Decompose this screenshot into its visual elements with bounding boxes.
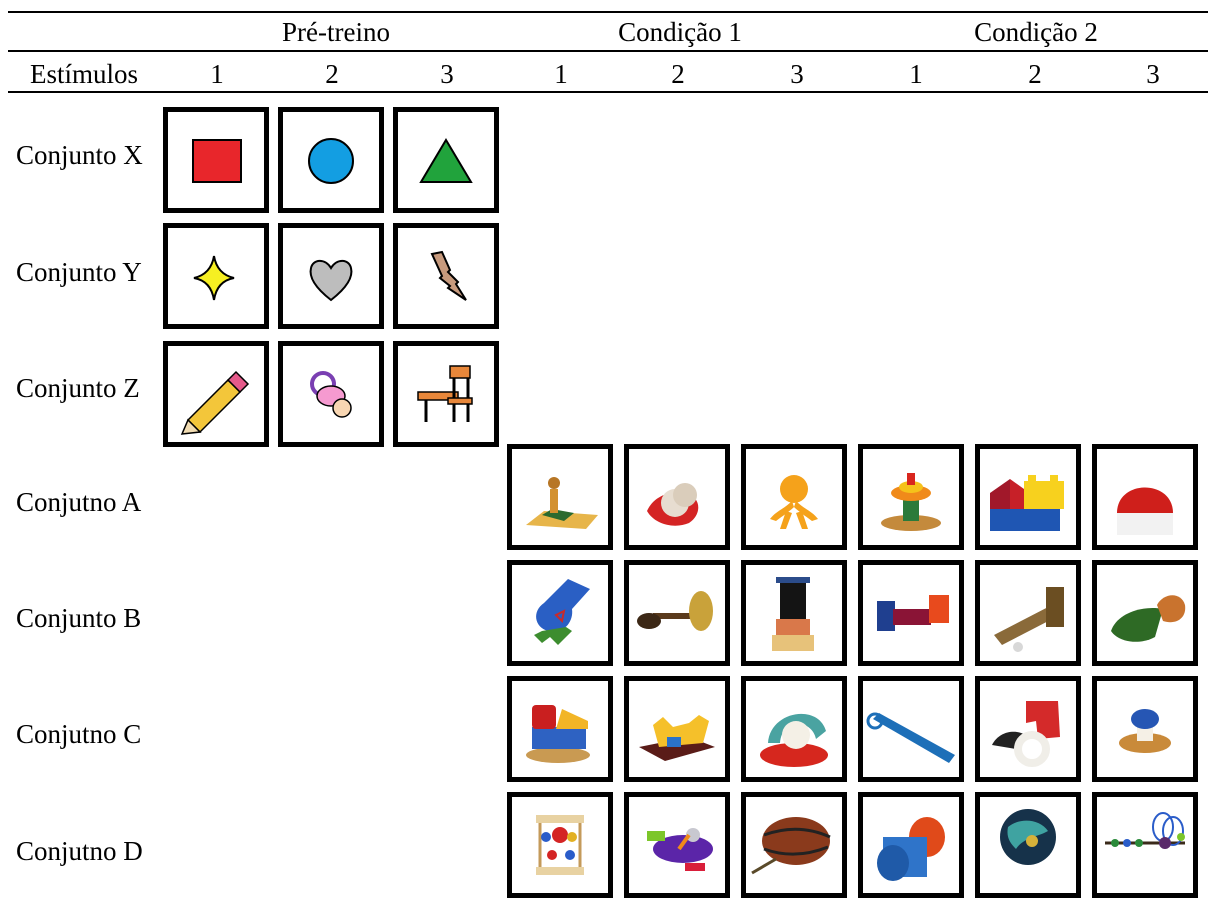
stimulus-toy-blocks bbox=[975, 444, 1081, 550]
stimulus-blue-whistle bbox=[858, 676, 964, 782]
stimulus-lightning-bolt bbox=[393, 223, 499, 329]
stimulus-stacking-disk bbox=[858, 444, 964, 550]
stimulus-orange-frog-toy bbox=[741, 444, 847, 550]
stimulus-red-blue-block-toy bbox=[507, 676, 613, 782]
stimulus-bead-abacus bbox=[507, 792, 613, 898]
stimulus-blue-orange-cylinder bbox=[858, 792, 964, 898]
col-header: 2 bbox=[671, 59, 685, 89]
row-label-conjunto-c: Conjutno C bbox=[16, 719, 142, 749]
col-header: 2 bbox=[325, 59, 339, 89]
stimuli-header: Estímulos bbox=[30, 59, 139, 89]
top-rule bbox=[8, 11, 1208, 13]
col-header: 1 bbox=[210, 59, 224, 89]
stimulus-green-patterned-cone bbox=[1092, 560, 1198, 666]
stimulus-beaded-dragonfly bbox=[1092, 792, 1198, 898]
group-header-condicao-2: Condição 2 bbox=[974, 17, 1098, 47]
stimulus-yellow-seat-toy bbox=[624, 676, 730, 782]
stimulus-yellow-star bbox=[163, 223, 269, 329]
stimulus-wooden-honey-dipper bbox=[624, 560, 730, 666]
row-label-conjunto-z: Conjunto Z bbox=[16, 373, 140, 403]
row-label-conjunto-x: Conjunto X bbox=[16, 140, 143, 170]
row-label-conjunto-d: Conjutno D bbox=[16, 836, 143, 866]
stimulus-red-magnet-toy bbox=[975, 676, 1081, 782]
stimulus-blue-red-blocks bbox=[858, 560, 964, 666]
stimulus-purple-roller-toy bbox=[624, 792, 730, 898]
stimulus-green-triangle bbox=[393, 107, 499, 213]
stimulus-knotted-ball bbox=[975, 792, 1081, 898]
col-header: 2 bbox=[1028, 59, 1042, 89]
stimulus-pencil bbox=[163, 341, 269, 447]
stimulus-shell-ball-toy bbox=[741, 676, 847, 782]
col-header: 3 bbox=[440, 59, 454, 89]
stimulus-peg-on-board bbox=[507, 444, 613, 550]
stimulus-school-desk-chair bbox=[393, 341, 499, 447]
col-header: 1 bbox=[909, 59, 923, 89]
group-header-pre-treino: Pré-treino bbox=[282, 17, 390, 47]
stimulus-blue-knob-stamp bbox=[1092, 676, 1198, 782]
stimulus-red-square bbox=[163, 107, 269, 213]
stimulus-blue-circle bbox=[278, 107, 384, 213]
stimulus-blue-funnel-gear bbox=[507, 560, 613, 666]
row-label-conjunto-y: Conjunto Y bbox=[16, 257, 142, 287]
stimulus-red-dome-cap bbox=[1092, 444, 1198, 550]
col-header: 3 bbox=[790, 59, 804, 89]
row-label-conjunto-b: Conjunto B bbox=[16, 603, 142, 633]
header-bottom-rule bbox=[8, 91, 1208, 93]
stimulus-thread-spool-stack bbox=[741, 560, 847, 666]
col-header: 3 bbox=[1146, 59, 1160, 89]
stimulus-shell-toy bbox=[624, 444, 730, 550]
row-label-conjunto-a: Conjutno A bbox=[16, 487, 142, 517]
stimulus-wooden-peg-toy bbox=[975, 560, 1081, 666]
stimulus-wrapped-stone bbox=[741, 792, 847, 898]
stimulus-gray-heart bbox=[278, 223, 384, 329]
stimulus-pacifier bbox=[278, 341, 384, 447]
group-header-condicao-1: Condição 1 bbox=[618, 17, 742, 47]
header-rule bbox=[8, 50, 1208, 52]
col-header: 1 bbox=[554, 59, 568, 89]
